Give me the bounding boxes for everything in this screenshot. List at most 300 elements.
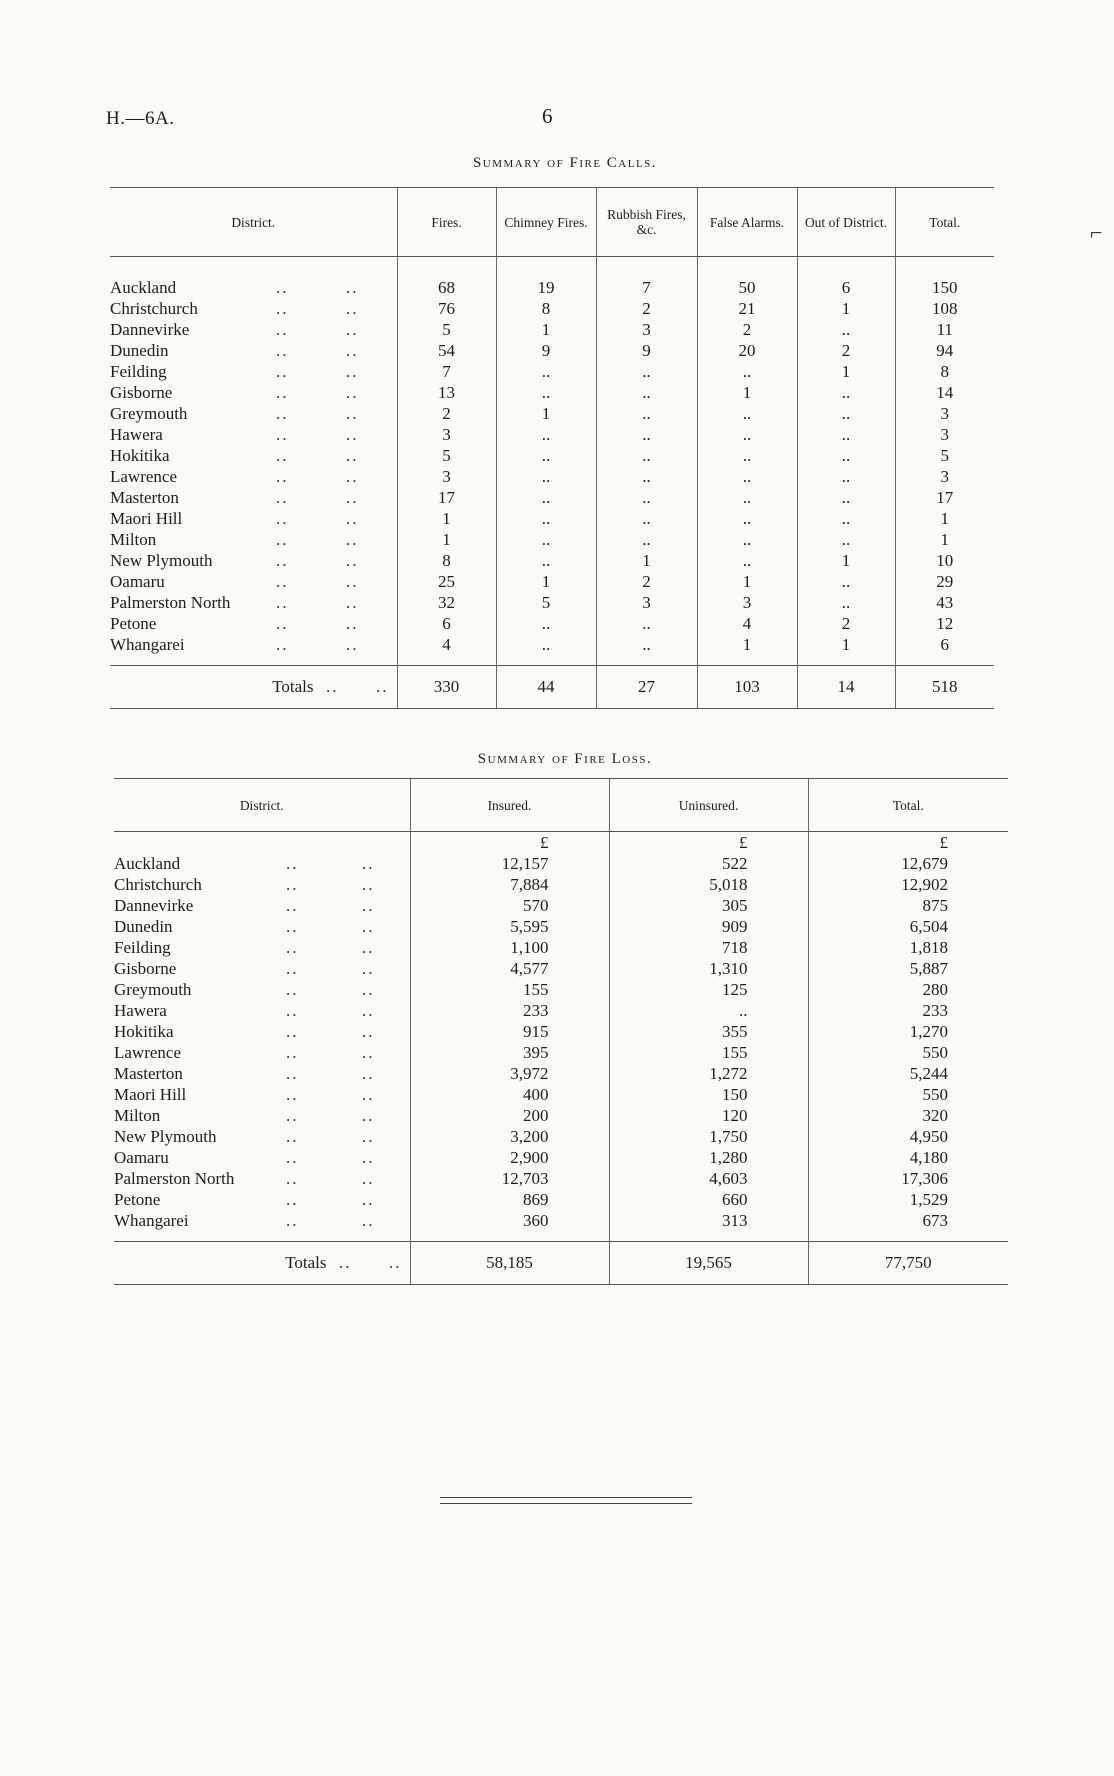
value-cell: 150 — [609, 1084, 808, 1105]
value-cell: 5 — [496, 592, 596, 613]
table-row — [114, 1189, 1008, 1210]
value-cell: 7 — [596, 277, 697, 298]
value-cell: .. — [596, 613, 697, 634]
table-row — [110, 424, 994, 445]
district-name: Maori Hill — [114, 1085, 187, 1104]
leader-dots: .. — [362, 1085, 375, 1104]
value-cell: 5,595 — [410, 916, 609, 937]
value-cell: 108 — [895, 298, 994, 319]
value-cell: .. — [596, 487, 697, 508]
spacer-row — [114, 832, 1008, 854]
value-cell: 1 — [397, 508, 496, 529]
table-row — [114, 958, 1008, 979]
empty-cell — [697, 655, 797, 666]
table-row — [114, 874, 1008, 895]
district-name: Whangarei — [114, 1211, 189, 1230]
value-cell: 522 — [609, 853, 808, 874]
value-cell: .. — [797, 445, 895, 466]
value-cell: 875 — [808, 895, 1008, 916]
value-cell: .. — [496, 361, 596, 382]
total-cell: 14 — [797, 666, 895, 709]
value-cell: .. — [697, 424, 797, 445]
leader-dots: .. — [276, 299, 289, 318]
table-row — [110, 403, 994, 424]
table-row — [110, 298, 994, 319]
leader-dots: .. — [276, 530, 289, 549]
value-cell: 3 — [895, 466, 994, 487]
district-cell — [114, 979, 410, 1000]
value-cell: 869 — [410, 1189, 609, 1210]
leader-dots: .. — [286, 875, 299, 894]
leader-dots: .. — [276, 383, 289, 402]
leader-dots: .. — [276, 278, 289, 297]
value-cell: 1,100 — [410, 937, 609, 958]
column-header: Out of District. — [797, 188, 895, 257]
currency-symbol — [697, 257, 797, 278]
value-cell: 12,679 — [808, 853, 1008, 874]
leader-dots: .. — [286, 1043, 299, 1062]
district-name: Gisborne — [114, 959, 177, 978]
leader-dots: .. — [276, 614, 289, 633]
value-cell: 20 — [697, 340, 797, 361]
value-cell: 8 — [895, 361, 994, 382]
value-cell: .. — [697, 445, 797, 466]
currency-symbol — [895, 257, 994, 278]
value-cell: .. — [596, 508, 697, 529]
fire-calls-caption: Summary of Fire Calls. — [472, 155, 658, 171]
district-name: Milton — [114, 1106, 161, 1125]
value-cell: 12 — [895, 613, 994, 634]
value-cell: 4,180 — [808, 1147, 1008, 1168]
value-cell: .. — [596, 466, 697, 487]
spacer-row — [110, 655, 994, 666]
value-cell: 6 — [797, 277, 895, 298]
district-name: New Plymouth — [110, 551, 213, 570]
value-cell: 1 — [697, 382, 797, 403]
value-cell: 5 — [895, 445, 994, 466]
value-cell: 3 — [397, 424, 496, 445]
leader-dots: .. — [346, 425, 359, 444]
value-cell: 1 — [797, 550, 895, 571]
value-cell: 233 — [808, 1000, 1008, 1021]
leader-dots: .. — [346, 614, 359, 633]
district-name: Feilding — [114, 938, 171, 957]
empty-cell — [114, 1231, 410, 1242]
value-cell: .. — [797, 382, 895, 403]
district-name: Hawera — [110, 425, 163, 444]
leader-dots: .. — [276, 341, 289, 360]
value-cell: 10 — [895, 550, 994, 571]
totals-label: Totals — [285, 1253, 327, 1272]
value-cell: 43 — [895, 592, 994, 613]
leader-dots: .. — [346, 383, 359, 402]
district-name: Dunedin — [114, 917, 173, 936]
column-header: Total. — [895, 188, 994, 257]
value-cell: 9 — [596, 340, 697, 361]
value-cell: 5,018 — [609, 874, 808, 895]
fire-calls-table — [110, 187, 994, 709]
district-cell — [110, 319, 397, 340]
table-row — [110, 382, 994, 403]
leader-dots: .. — [286, 1148, 299, 1167]
value-cell: 4,577 — [410, 958, 609, 979]
empty-cell — [596, 655, 697, 666]
leader-dots: .. — [276, 425, 289, 444]
page-number: 6 — [542, 104, 553, 128]
value-cell: 3,972 — [410, 1063, 609, 1084]
value-cell: 50 — [697, 277, 797, 298]
column-header: False Alarms. — [697, 188, 797, 257]
empty-cell — [410, 1231, 609, 1242]
fire-calls-header-row — [110, 188, 994, 257]
currency-symbol: £ — [609, 832, 808, 854]
table-row — [114, 1168, 1008, 1189]
leader-dots: .. — [346, 635, 359, 654]
column-header: Uninsured. — [609, 779, 808, 832]
table-row — [110, 592, 994, 613]
district-cell — [114, 1168, 410, 1189]
value-cell: 2 — [797, 340, 895, 361]
value-cell: .. — [596, 634, 697, 655]
table-row — [114, 853, 1008, 874]
value-cell: 1,310 — [609, 958, 808, 979]
table-row — [110, 613, 994, 634]
leader-dots: .. — [362, 1064, 375, 1083]
table-row — [114, 1063, 1008, 1084]
district-name: Auckland — [110, 278, 177, 297]
value-cell: 2 — [697, 319, 797, 340]
value-cell: 1,270 — [808, 1021, 1008, 1042]
value-cell: .. — [697, 508, 797, 529]
value-cell: .. — [496, 382, 596, 403]
value-cell: .. — [496, 487, 596, 508]
value-cell: 29 — [895, 571, 994, 592]
leader-dots: .. — [276, 320, 289, 339]
value-cell: 4,603 — [609, 1168, 808, 1189]
value-cell: 6 — [397, 613, 496, 634]
value-cell: .. — [697, 403, 797, 424]
currency-symbol: £ — [410, 832, 609, 854]
value-cell: 19 — [496, 277, 596, 298]
leader-dots: .. — [362, 938, 375, 957]
spacer-row — [114, 1231, 1008, 1242]
value-cell: 125 — [609, 979, 808, 1000]
district-cell — [114, 1126, 410, 1147]
value-cell: 280 — [808, 979, 1008, 1000]
district-cell — [114, 853, 410, 874]
district-name: Petone — [114, 1190, 161, 1209]
district-cell — [110, 508, 397, 529]
value-cell: 395 — [410, 1042, 609, 1063]
district-cell — [114, 1021, 410, 1042]
value-cell: 1 — [397, 529, 496, 550]
leader-dots: .. — [346, 446, 359, 465]
value-cell: 1 — [496, 403, 596, 424]
empty-cell — [609, 1231, 808, 1242]
value-cell: 1 — [697, 571, 797, 592]
leader-dots: .. .. — [326, 1253, 402, 1272]
leader-dots: .. — [362, 959, 375, 978]
empty-cell — [397, 655, 496, 666]
table-row — [110, 277, 994, 298]
value-cell: 915 — [410, 1021, 609, 1042]
value-cell: .. — [596, 361, 697, 382]
value-cell: 5,887 — [808, 958, 1008, 979]
table-row — [110, 445, 994, 466]
value-cell: .. — [797, 319, 895, 340]
value-cell: .. — [797, 424, 895, 445]
value-cell: 550 — [808, 1084, 1008, 1105]
value-cell: 1 — [797, 634, 895, 655]
value-cell: 4 — [397, 634, 496, 655]
district-name: Milton — [110, 530, 157, 549]
district-cell — [114, 1210, 410, 1231]
district-cell — [114, 937, 410, 958]
district-name: Petone — [110, 614, 157, 633]
district-cell — [110, 361, 397, 382]
district-cell — [114, 895, 410, 916]
column-header: Chimney Fires. — [496, 188, 596, 257]
district-name: Greymouth — [110, 404, 188, 423]
currency-symbol — [596, 257, 697, 278]
leader-dots: .. — [276, 467, 289, 486]
value-cell: .. — [496, 613, 596, 634]
district-cell — [110, 466, 397, 487]
leader-dots: .. — [362, 875, 375, 894]
leader-dots: .. — [276, 488, 289, 507]
value-cell: 68 — [397, 277, 496, 298]
value-cell: .. — [697, 529, 797, 550]
table-row — [110, 361, 994, 382]
table-row — [114, 979, 1008, 1000]
value-cell: 25 — [397, 571, 496, 592]
leader-dots: .. — [362, 1190, 375, 1209]
value-cell: 1,529 — [808, 1189, 1008, 1210]
leader-dots: .. — [286, 1022, 299, 1041]
district-name: Christchurch — [110, 299, 198, 318]
value-cell: .. — [496, 466, 596, 487]
value-cell: 8 — [397, 550, 496, 571]
leader-dots: .. — [286, 854, 299, 873]
district-name: Auckland — [114, 854, 181, 873]
district-name: Masterton — [114, 1064, 183, 1083]
table-row — [114, 1147, 1008, 1168]
value-cell: .. — [797, 571, 895, 592]
leader-dots: .. — [286, 1169, 299, 1188]
fire-loss-header-row — [114, 779, 1008, 832]
total-cell: 518 — [895, 666, 994, 709]
table-row — [114, 1021, 1008, 1042]
value-cell: 3 — [596, 592, 697, 613]
value-cell: 54 — [397, 340, 496, 361]
leader-dots: .. — [346, 299, 359, 318]
value-cell: 155 — [410, 979, 609, 1000]
table-row — [114, 1000, 1008, 1021]
district-cell — [114, 1063, 410, 1084]
district-cell — [114, 1000, 410, 1021]
value-cell: 3 — [397, 466, 496, 487]
totals-label: Totals — [272, 677, 314, 696]
value-cell: .. — [797, 592, 895, 613]
value-cell: .. — [596, 403, 697, 424]
district-name: Greymouth — [114, 980, 192, 999]
leader-dots: .. — [346, 362, 359, 381]
value-cell: 1,750 — [609, 1126, 808, 1147]
currency-symbol — [496, 257, 596, 278]
table-row — [110, 634, 994, 655]
leader-dots: .. — [362, 854, 375, 873]
value-cell: .. — [596, 529, 697, 550]
leader-dots: .. — [362, 1106, 375, 1125]
value-cell: 1 — [496, 571, 596, 592]
district-cell — [110, 340, 397, 361]
table-row — [110, 508, 994, 529]
leader-dots: .. — [362, 980, 375, 999]
district-cell — [110, 424, 397, 445]
total-cell: 44 — [496, 666, 596, 709]
column-header: Insured. — [410, 779, 609, 832]
district-cell — [114, 1084, 410, 1105]
value-cell: 313 — [609, 1210, 808, 1231]
district-name: Dunedin — [110, 341, 169, 360]
leader-dots: .. — [346, 530, 359, 549]
leader-dots: .. — [362, 1148, 375, 1167]
district-name: Feilding — [110, 362, 167, 381]
value-cell: 3,200 — [410, 1126, 609, 1147]
district-name: Christchurch — [114, 875, 202, 894]
value-cell: 5 — [397, 445, 496, 466]
leader-dots: .. — [286, 1085, 299, 1104]
empty-cell — [114, 832, 410, 854]
table-row — [114, 1042, 1008, 1063]
district-cell — [110, 571, 397, 592]
leader-dots: .. — [286, 980, 299, 999]
district-cell — [114, 916, 410, 937]
value-cell: .. — [797, 466, 895, 487]
value-cell: .. — [496, 550, 596, 571]
value-cell: 5,244 — [808, 1063, 1008, 1084]
value-cell: 13 — [397, 382, 496, 403]
table-row — [114, 895, 1008, 916]
value-cell: .. — [609, 1000, 808, 1021]
leader-dots: .. — [286, 917, 299, 936]
value-cell: .. — [697, 487, 797, 508]
totals-label-cell — [114, 1242, 410, 1285]
leader-dots: .. — [346, 341, 359, 360]
value-cell: .. — [496, 424, 596, 445]
district-cell — [114, 1189, 410, 1210]
value-cell: .. — [596, 424, 697, 445]
value-cell: 550 — [808, 1042, 1008, 1063]
district-cell — [110, 529, 397, 550]
value-cell: 200 — [410, 1105, 609, 1126]
value-cell: 909 — [609, 916, 808, 937]
totals-label-cell — [110, 666, 397, 709]
value-cell: 3 — [895, 403, 994, 424]
leader-dots: .. — [286, 1106, 299, 1125]
value-cell: .. — [797, 508, 895, 529]
column-header: Rubbish Fires, &c. — [596, 188, 697, 257]
leader-dots: .. — [276, 572, 289, 591]
value-cell: 8 — [496, 298, 596, 319]
district-name: Lawrence — [114, 1043, 182, 1062]
district-cell — [110, 634, 397, 655]
district-cell — [110, 592, 397, 613]
value-cell: 320 — [808, 1105, 1008, 1126]
value-cell: 17 — [895, 487, 994, 508]
value-cell: 1 — [797, 361, 895, 382]
table-row — [110, 529, 994, 550]
value-cell: 360 — [410, 1210, 609, 1231]
value-cell: 2 — [397, 403, 496, 424]
value-cell: 150 — [895, 277, 994, 298]
value-cell: .. — [797, 487, 895, 508]
total-cell: 330 — [397, 666, 496, 709]
value-cell: .. — [496, 634, 596, 655]
value-cell: 4,950 — [808, 1126, 1008, 1147]
leader-dots: .. — [276, 446, 289, 465]
leader-dots: .. — [362, 1001, 375, 1020]
value-cell: 7 — [397, 361, 496, 382]
total-cell: 103 — [697, 666, 797, 709]
district-cell — [114, 958, 410, 979]
district-name: Dannevirke — [110, 320, 190, 339]
value-cell: 660 — [609, 1189, 808, 1210]
value-cell: 1,280 — [609, 1147, 808, 1168]
empty-cell — [110, 655, 397, 666]
value-cell: 673 — [808, 1210, 1008, 1231]
leader-dots: .. — [362, 1211, 375, 1230]
value-cell: 12,902 — [808, 874, 1008, 895]
value-cell: 2 — [596, 571, 697, 592]
value-cell: 305 — [609, 895, 808, 916]
value-cell: 32 — [397, 592, 496, 613]
leader-dots: .. — [286, 1190, 299, 1209]
district-cell — [110, 613, 397, 634]
leader-dots: .. — [276, 551, 289, 570]
value-cell: 12,157 — [410, 853, 609, 874]
value-cell: .. — [697, 466, 797, 487]
table-row — [110, 487, 994, 508]
value-cell: 400 — [410, 1084, 609, 1105]
value-cell: 21 — [697, 298, 797, 319]
table-row — [110, 340, 994, 361]
table-row — [110, 319, 994, 340]
empty-cell — [797, 655, 895, 666]
leader-dots: .. — [362, 1169, 375, 1188]
value-cell: 1 — [797, 298, 895, 319]
table-row — [110, 550, 994, 571]
table-row — [114, 1210, 1008, 1231]
leader-dots: .. — [286, 959, 299, 978]
value-cell: 3 — [697, 592, 797, 613]
column-header: District. — [110, 188, 397, 257]
leader-dots: .. — [276, 404, 289, 423]
value-cell: 14 — [895, 382, 994, 403]
column-header: District. — [114, 779, 410, 832]
district-cell — [110, 382, 397, 403]
leader-dots: .. — [286, 1064, 299, 1083]
district-cell — [110, 403, 397, 424]
value-cell: .. — [596, 445, 697, 466]
district-cell — [114, 1042, 410, 1063]
leader-dots: .. — [346, 278, 359, 297]
value-cell: .. — [797, 529, 895, 550]
district-cell — [114, 874, 410, 895]
value-cell: 17 — [397, 487, 496, 508]
value-cell: 2 — [797, 613, 895, 634]
empty-cell — [895, 655, 994, 666]
